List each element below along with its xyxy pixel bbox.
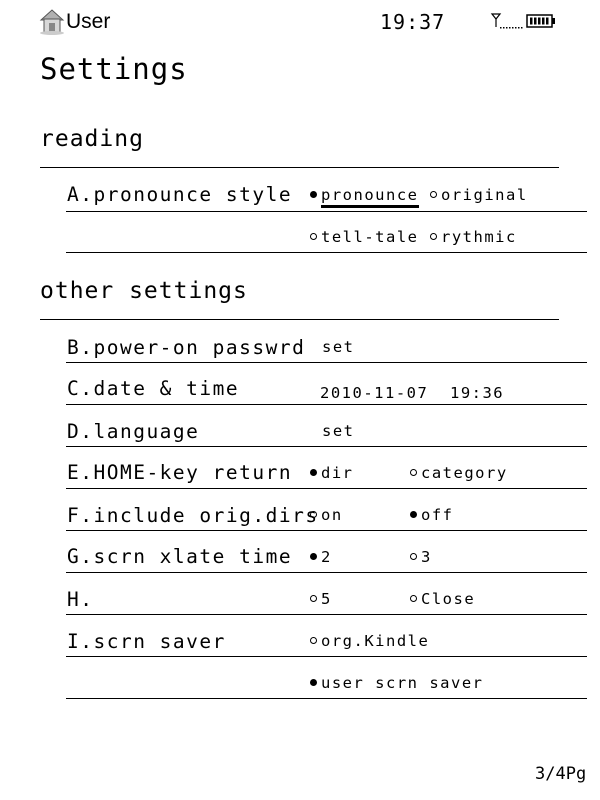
radio-icon — [310, 637, 317, 644]
language-set-button[interactable]: set — [322, 422, 355, 440]
radio-icon — [310, 595, 317, 602]
radio-selected-icon — [310, 191, 317, 198]
radio-icon — [310, 511, 317, 518]
row-home-key-return: E.HOME-key return — [67, 461, 293, 484]
divider — [66, 656, 587, 657]
radio-icon — [430, 233, 437, 240]
option-2[interactable]: 2 — [310, 548, 332, 566]
row-pronounce-style: A.pronounce style — [67, 183, 293, 206]
option-category[interactable]: category — [410, 464, 508, 482]
divider — [66, 572, 587, 573]
divider — [66, 252, 587, 253]
option-close[interactable]: Close — [410, 590, 475, 608]
section-reading: reading — [40, 126, 144, 152]
signal-icon — [490, 12, 524, 30]
row-scrn-xlate-time: G.scrn xlate time — [67, 545, 293, 568]
option-on[interactable]: on — [310, 506, 343, 524]
row-include-orig-dirs: F.include orig.dirs — [67, 504, 319, 527]
radio-icon — [430, 191, 437, 198]
divider — [66, 446, 587, 447]
radio-selected-icon — [310, 469, 317, 476]
divider — [66, 362, 587, 363]
battery-icon — [526, 13, 556, 29]
radio-selected-icon — [310, 679, 317, 686]
page-title: Settings — [40, 52, 188, 86]
radio-icon — [310, 233, 317, 240]
divider — [40, 167, 559, 168]
divider — [66, 404, 587, 405]
option-off[interactable]: off — [410, 506, 454, 524]
divider — [66, 530, 587, 531]
row-language: D.language — [67, 420, 200, 443]
option-5[interactable]: 5 — [310, 590, 332, 608]
option-tell-tale[interactable]: tell-tale — [310, 228, 419, 246]
option-original[interactable]: original — [430, 186, 528, 204]
divider — [66, 614, 587, 615]
radio-icon — [410, 553, 417, 560]
option-org-kindle[interactable]: org.Kindle — [310, 632, 429, 650]
password-set-button[interactable]: set — [322, 338, 355, 356]
option-dir[interactable]: dir — [310, 464, 354, 482]
radio-selected-icon — [310, 553, 317, 560]
row-power-on-password: B.power-on passwrd — [67, 336, 306, 359]
section-other-settings: other settings — [40, 278, 248, 304]
date-time-value[interactable]: 2010-11-07 19:36 — [320, 384, 505, 402]
row-h: H. — [67, 588, 94, 611]
radio-icon — [410, 595, 417, 602]
radio-icon — [410, 469, 417, 476]
option-pronounce[interactable]: pronounce — [310, 186, 419, 204]
divider — [66, 698, 587, 699]
radio-selected-icon — [410, 511, 417, 518]
divider — [66, 211, 587, 212]
option-3[interactable]: 3 — [410, 548, 432, 566]
divider — [66, 488, 587, 489]
page-indicator: 3/4Pg — [535, 764, 587, 784]
option-user-scrn-saver[interactable]: user scrn saver — [310, 674, 483, 692]
clock: 19:37 — [380, 10, 446, 34]
option-rythmic[interactable]: rythmic — [430, 228, 517, 246]
user-label: User — [66, 10, 111, 33]
row-scrn-saver: I.scrn saver — [67, 630, 226, 653]
home-icon[interactable] — [38, 6, 66, 36]
divider — [40, 319, 559, 320]
row-date-time: C.date & time — [67, 377, 240, 400]
